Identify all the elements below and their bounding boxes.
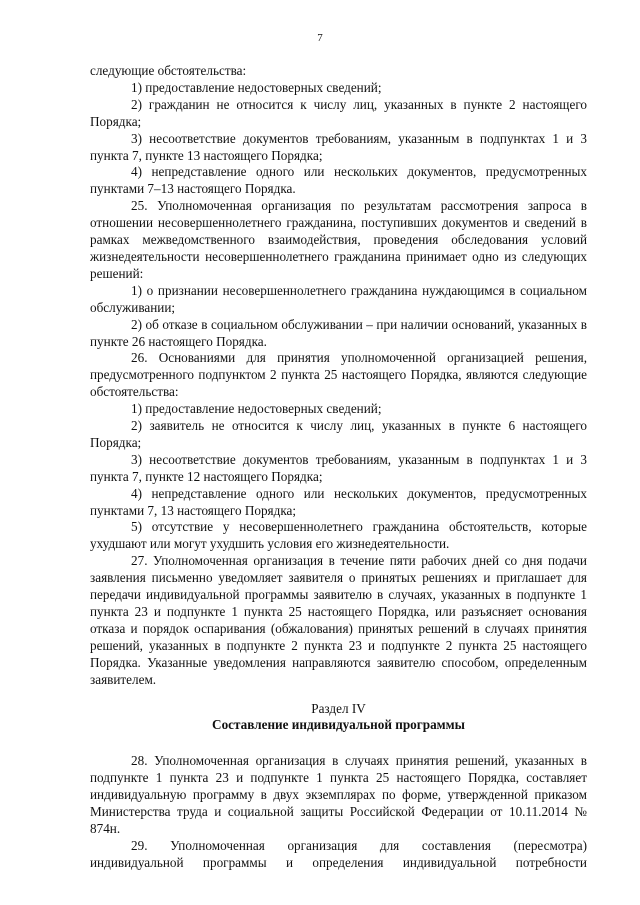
paragraphs-bottom: [90, 753, 587, 871]
section-subtitle: Составление индивидуальной программы: [212, 717, 465, 733]
paragraph: 28. Уполномоченная организация в случаях принятия решений, указанных в подпункте 1 пункта 23 и подпункте 1 пункта 25 настоящего Порядка, составляет индивидуальную программу в двух экземплярах по форме, утвержденной приказом Министерства труда и социальной защиты Российской Федерации от 10.11.2014 № 874н.: [90, 753, 587, 836]
paragraph: 5) отсутствие у несовершеннолетнего гражданина обстоятельств, которые ухудшают или могут ухудшить условия его жизнедеятельности.: [90, 519, 587, 552]
paragraph: 4) непредставление одного или нескольких документов, предусмотренных пунктами 7, 13 настоящего Порядка;: [90, 485, 587, 518]
section-title: Раздел IV: [311, 700, 366, 716]
paragraph: 4) непредставление одного или нескольких документов, предусмотренных пунктами 7–13 настоящего Порядка.: [90, 164, 587, 197]
paragraph: 1) предоставление недостоверных сведений;: [131, 401, 382, 417]
document-body: [90, 63, 587, 872]
paragraph: 25. Уполномоченная организация по результатам рассмотрения запроса в отношении несовершеннолетнего гражданина, поступивших документов и сведений в рамках межведомственного взаимодействия, проведения обследования условий жизнедеятельности несовершеннолетнего гражданина принимает одно из следующих решений:: [90, 198, 587, 281]
paragraph: 3) несоответствие документов требованиям, указанным в подпунктах 1 и 3 пункта 7, пункте 13 настоящего Порядка;: [90, 130, 587, 163]
paragraph: 2) об отказе в социальном обслуживании – при наличии оснований, указанных в пункте 26 настоящего Порядка.: [90, 316, 587, 349]
paragraph: 26. Основаниями для принятия уполномоченной организацией решения, предусмотренного подпунктом 2 пункта 25 настоящего Порядка, являются следующие обстоятельства:: [90, 350, 587, 400]
paragraph: 3) несоответствие документов требованиям, указанным в подпунктах 1 и 3 пункта 7, пункте 12 настоящего Порядка;: [90, 451, 587, 484]
paragraph: 27. Уполномоченная организация в течение пяти рабочих дней со дня подачи заявления письменно уведомляет заявителя о принятых решениях и приглашает для передачи индивидуальной программы заявителю в случаях, указанных в подпункте 1 пункта 23 и подпункте 1 пункта 25 настоящего Порядка, или разъясняет основания отказа и порядок оспаривания (обжалования) принятых решений в случаях принятия решений, указанных в подпункте 2 пункта 23 и подпункте 2 пункта 25 настоящего Порядка. Указанные уведомления направляются заявителю способом, определенным заявителем.: [90, 553, 587, 687]
paragraph: 29. Уполномоченная организация для составления (пересмотра) индивидуальной программы и определения индивидуальной потребности: [90, 837, 587, 870]
paragraphs-top: [90, 63, 587, 689]
paragraph: 2) заявитель не относится к числу лиц, указанных в пункте 6 настоящего Порядка;: [90, 418, 587, 450]
paragraph: 2) гражданин не относится к числу лиц, указанных в пункте 2 настоящего Порядка;: [90, 96, 587, 129]
page-number: 7: [317, 32, 323, 44]
paragraph: 1) предоставление недостоверных сведений;: [131, 79, 382, 95]
paragraph: следующие обстоятельства:: [90, 63, 247, 78]
paragraph: 1) о признании несовершеннолетнего гражданина нуждающимся в социальном обслуживании;: [90, 282, 587, 315]
